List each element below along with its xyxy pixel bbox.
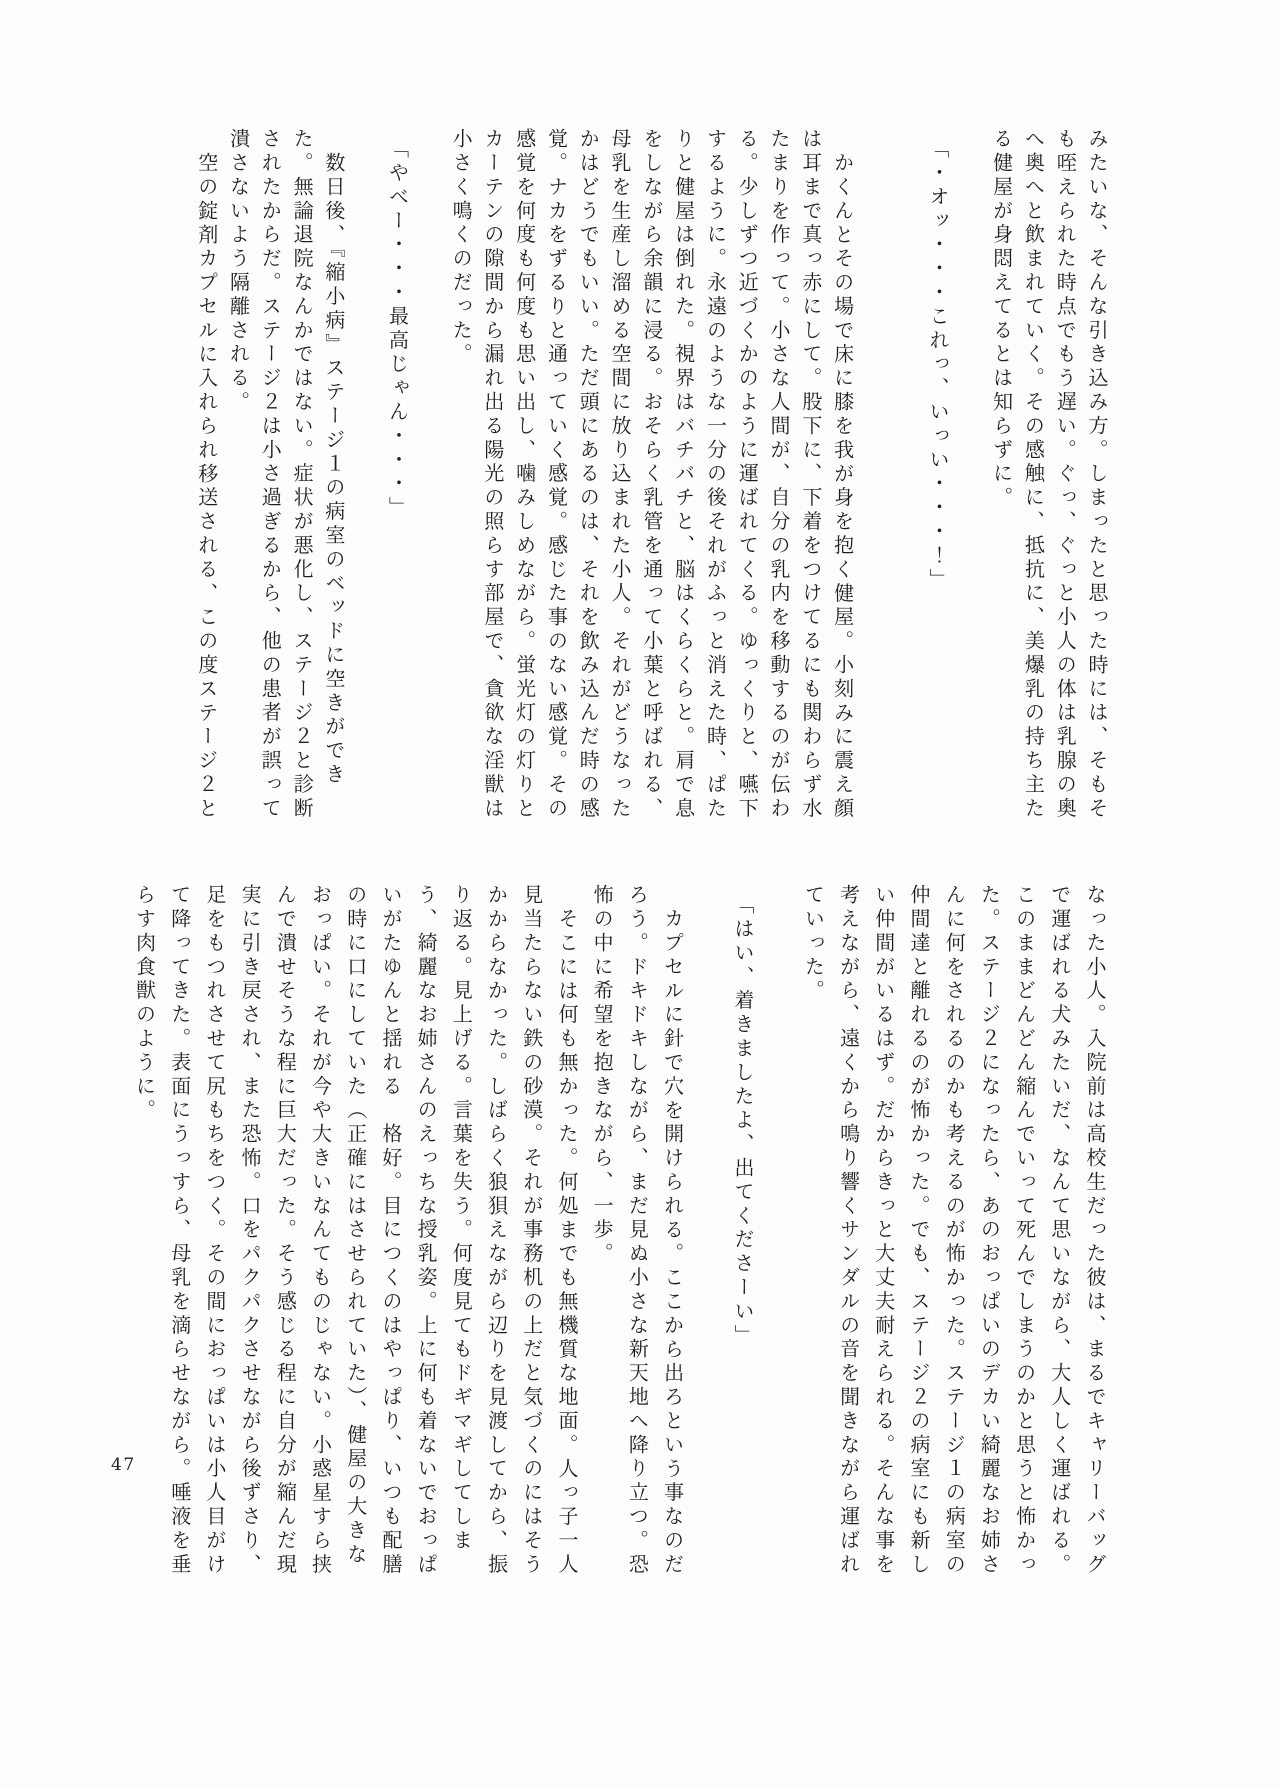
blank-line: [412, 128, 444, 822]
body-paragraph: かくんとその場で床に膝を我が身を抱く健屋。小刻みに震え顔は耳まで真っ赤にして。股下に、下着をつけてるにも関わらず水たまりを作って。小さな人間が、自分の乳内を移動するのが伝わる。少しずつ近づくかのように運ばれてくる。ゆっくりと、嚥下するように。永遠のような一分の後それがふっと消えた時、ぱたりと健屋は倒れた。視界はバチバチと、脳はくらくらと。肩で息をしながら余韻に浸る。おそらく乳管を通って小葉と呼ばれる、母乳を生産し溜める空間に放り込まれた小人。それがどうなったかはどうでもいい。ただ頭にあるのは、それを飲み込んだ時の感覚。ナカをずるりと通っていく感覚。感じた事のない感覚。その感覚を何度も何度も思い出し、噛みしめながら。蛍光灯の灯りとカーテンの隙間から漏れ出る陽光の照らす部屋で、貪欲な淫獣は小さく鳴くのだった。: [449, 128, 855, 822]
text-block-bottom: [122, 884, 1112, 1578]
dialogue-line: 「・オッ・・・これっ、いっい・・・！」: [926, 138, 951, 593]
blank-line: [953, 128, 985, 822]
body-paragraph: みたいな、そんな引き込み方。しまったと思った時には、そもそも咥えられた時点でもう遅い。ぐっ、ぐっと小人の体は乳腺の奥へ奥へと飲まれていく。その感触に、抵抗に、美爆乳の持ち主たる健屋が身悶えてるとは知らずに。: [989, 128, 1109, 822]
dialogue-line: 「やべー・・・最高じゃん・・・」: [385, 138, 410, 521]
blank-line: [349, 128, 381, 822]
blank-line: [858, 128, 890, 822]
blank-line: [760, 884, 795, 1578]
body-paragraph: 数日後、『縮小病』ステージ１の病室のベッドに空きができた。無論退院なんかではない。症状が悪化し、ステージ２と診断されたからだ。ステージ２は小さ過ぎるから、他の患者が誤って潰さないよう隔離される。: [226, 128, 346, 822]
body-paragraph: そこには何も無かった。何処までも無機質な地面。人っ子一人見当たらない鉄の砂漠。それが事務机の上だと気づくのにはそうかからなかった。しばらく狼狽えながら辺りを見渡してから、振り返る。見上げる。言葉を失う。何度見てもドギマギしてしまう、綺麗なお姉さんのえっちな授乳姿。上に何も着ないでおっぱいがたゆんと揺れる 格好。目につくのはやっぱり、いつも配膳の時に口にしていた（正確にはさせられていた）、健屋の大きなおっぱい。それが今や大きいなんてものじゃない。小惑星すら挟んで潰せそうな程に巨大だった。そう感じる程に自分が縮んだ現実に引き戻され、また恐怖。口をパクパクさせながら後ずさり、足をもつれさせて尻もちをつく。その間におっぱいは小人目がけて降ってきた。表面にうっすら、母乳を滴らせながら。唾液を垂らす肉食獣のように。: [132, 884, 579, 1578]
dialogue-line: 「はい、着きましたよ、出てくださーい」: [730, 894, 755, 1349]
body-paragraph: 空の錠剤カプセルに入れられ移送される、この度ステージ２と: [194, 152, 219, 822]
blank-line: [889, 128, 921, 822]
page-number: 47: [111, 1455, 136, 1475]
text-block-top: [122, 128, 1112, 822]
body-paragraph: なった小人。入院前は高校生だった彼は、まるでキャリーバッグで運ばれる犬みたいだ、なんて思いながら、大人しく運ばれる。このままどんどん縮んでいって死んでしまうのかと思うと怖かった。ステージ２になったら、あのおっぱいのデカい綺麗なお姉さんに何をされるのかも考えるのが怖かった。ステージ１の病室の仲間達と離れるのが怖かった。でも、ステージ２の病室にも新しい仲間がいるはず。だからきっと大丈夫耐えられる。そんな事を考えながら、遠くから鳴り響くサンダルの音を聞きながら運ばれていった。: [801, 884, 1107, 1578]
body-paragraph: カプセルに針で穴を開けられる。ここから出ろという事なのだろう。ドキドキしながら、まだ見ぬ小さな新天地へ降り立つ。恐怖の中に希望を抱きながら、一歩。: [590, 884, 685, 1578]
blank-line: [690, 884, 725, 1578]
